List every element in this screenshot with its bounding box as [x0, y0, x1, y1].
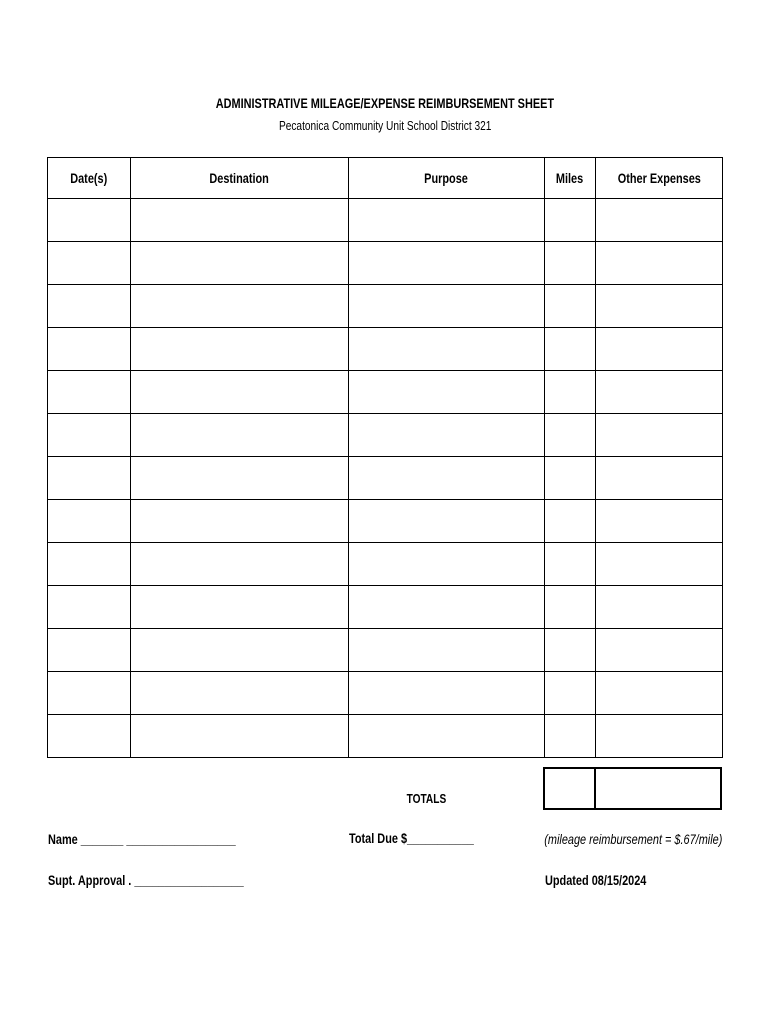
date-cell[interactable] [48, 199, 131, 242]
table-header-row [48, 158, 723, 199]
name-field-text: Name _______ __________________ [48, 831, 236, 847]
miles-cell[interactable] [545, 328, 596, 371]
table-row [48, 457, 723, 500]
other-expenses-cell[interactable] [596, 715, 723, 758]
destination-cell[interactable] [131, 199, 349, 242]
purpose-cell[interactable] [349, 715, 545, 758]
destination-cell[interactable] [131, 500, 349, 543]
other-expenses-cell[interactable] [596, 543, 723, 586]
column-header-purpose-label: Purpose [424, 170, 469, 186]
document-subtitle-text: Pecatonica Community Unit School District 321 [278, 118, 492, 133]
table-row [48, 414, 723, 457]
purpose-cell[interactable] [349, 285, 545, 328]
date-cell[interactable] [48, 328, 131, 371]
document-title [0, 95, 770, 111]
destination-cell[interactable] [131, 715, 349, 758]
table-row [48, 543, 723, 586]
column-header-dates-label: Date(s) [70, 170, 108, 186]
destination-cell[interactable] [131, 586, 349, 629]
other-expenses-cell[interactable] [596, 500, 723, 543]
mileage-rate-note-text: (mileage reimbursement = $.67/mile) [543, 831, 722, 847]
miles-cell[interactable] [545, 199, 596, 242]
column-header-dates [48, 158, 131, 199]
totals-label-text: TOTALS [406, 791, 446, 806]
other-expenses-cell[interactable] [596, 672, 723, 715]
other-expenses-cell[interactable] [596, 199, 723, 242]
updated-date-text: Updated 08/15/2024 [545, 872, 647, 888]
document-subtitle [0, 118, 770, 133]
destination-cell[interactable] [131, 242, 349, 285]
column-header-miles-label: Miles [556, 170, 584, 186]
purpose-cell[interactable] [349, 414, 545, 457]
updated-date [545, 872, 675, 888]
date-cell[interactable] [48, 285, 131, 328]
other-expenses-cell[interactable] [596, 242, 723, 285]
purpose-cell[interactable] [349, 500, 545, 543]
table-row [48, 672, 723, 715]
totals-miles-box[interactable] [543, 767, 596, 810]
mileage-rate-note [494, 831, 722, 847]
name-field[interactable] [48, 831, 289, 847]
table-row [48, 629, 723, 672]
table-row [48, 500, 723, 543]
other-expenses-cell[interactable] [596, 414, 723, 457]
purpose-cell[interactable] [349, 586, 545, 629]
supt-approval-field[interactable] [48, 872, 299, 888]
date-cell[interactable] [48, 543, 131, 586]
miles-cell[interactable] [545, 586, 596, 629]
other-expenses-cell[interactable] [596, 457, 723, 500]
destination-cell[interactable] [131, 543, 349, 586]
total-due-field-text: Total Due $___________ [349, 830, 474, 846]
miles-cell[interactable] [545, 500, 596, 543]
destination-cell[interactable] [131, 629, 349, 672]
purpose-cell[interactable] [349, 371, 545, 414]
destination-cell[interactable] [131, 457, 349, 500]
date-cell[interactable] [48, 414, 131, 457]
column-header-miles [545, 158, 596, 199]
miles-cell[interactable] [545, 543, 596, 586]
miles-cell[interactable] [545, 285, 596, 328]
purpose-cell[interactable] [349, 199, 545, 242]
purpose-cell[interactable] [349, 242, 545, 285]
totals-label [376, 791, 476, 806]
miles-cell[interactable] [545, 629, 596, 672]
date-cell[interactable] [48, 672, 131, 715]
table-row [48, 715, 723, 758]
date-cell[interactable] [48, 715, 131, 758]
miles-cell[interactable] [545, 715, 596, 758]
expense-table [47, 157, 723, 758]
purpose-cell[interactable] [349, 672, 545, 715]
date-cell[interactable] [48, 629, 131, 672]
destination-cell[interactable] [131, 285, 349, 328]
purpose-cell[interactable] [349, 629, 545, 672]
column-header-other-expenses [596, 158, 723, 199]
document-title-text: ADMINISTRATIVE MILEAGE/EXPENSE REIMBURSEMENT SHEET [215, 95, 555, 111]
table-row [48, 285, 723, 328]
other-expenses-cell[interactable] [596, 586, 723, 629]
miles-cell[interactable] [545, 672, 596, 715]
miles-cell[interactable] [545, 457, 596, 500]
column-header-purpose [349, 158, 545, 199]
destination-cell[interactable] [131, 371, 349, 414]
destination-cell[interactable] [131, 414, 349, 457]
supt-approval-field-text: Supt. Approval . __________________ [48, 872, 244, 888]
date-cell[interactable] [48, 242, 131, 285]
column-header-destination [131, 158, 349, 199]
purpose-cell[interactable] [349, 457, 545, 500]
table-row [48, 199, 723, 242]
miles-cell[interactable] [545, 414, 596, 457]
column-header-other-expenses-label: Other Expenses [617, 170, 701, 186]
purpose-cell[interactable] [349, 543, 545, 586]
other-expenses-cell[interactable] [596, 629, 723, 672]
date-cell[interactable] [48, 371, 131, 414]
date-cell[interactable] [48, 500, 131, 543]
total-due-field[interactable] [349, 830, 509, 846]
table-row [48, 328, 723, 371]
table-row [48, 586, 723, 629]
purpose-cell[interactable] [349, 328, 545, 371]
date-cell[interactable] [48, 457, 131, 500]
totals-other-expenses-box[interactable] [594, 767, 722, 810]
other-expenses-cell[interactable] [596, 371, 723, 414]
other-expenses-cell[interactable] [596, 328, 723, 371]
miles-cell[interactable] [545, 371, 596, 414]
column-header-destination-label: Destination [209, 170, 270, 186]
table-row [48, 242, 723, 285]
destination-cell[interactable] [131, 672, 349, 715]
other-expenses-cell[interactable] [596, 285, 723, 328]
table-row [48, 371, 723, 414]
miles-cell[interactable] [545, 242, 596, 285]
table-body [48, 199, 723, 758]
date-cell[interactable] [48, 586, 131, 629]
destination-cell[interactable] [131, 328, 349, 371]
